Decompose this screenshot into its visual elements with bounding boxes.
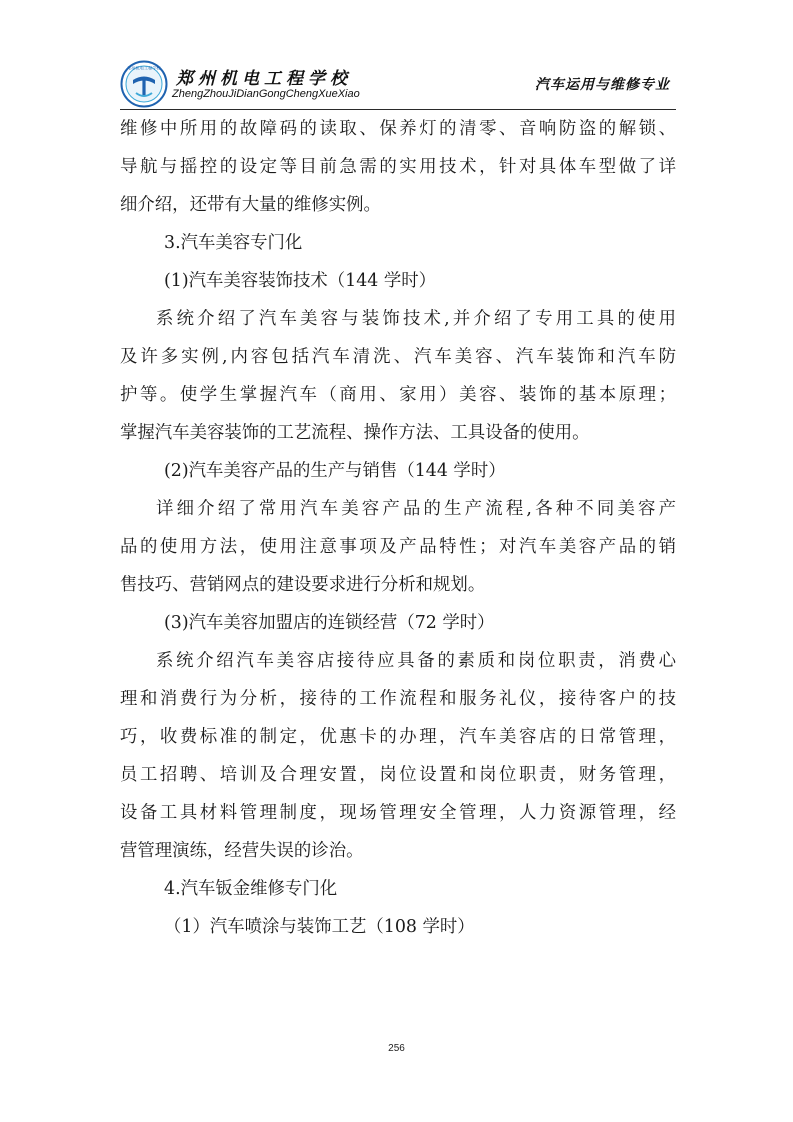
paragraph-line: 及许多实例,内容包括汽车清洗、汽车美容、汽车装饰和汽车防	[120, 347, 676, 367]
paragraph-line: 售技巧、营销网点的建设要求进行分析和规划。	[120, 575, 486, 595]
section-heading: (2)汽车美容产品的生产与销售（144 学时）	[164, 461, 506, 481]
school-name-en: ZhengZhouJiDianGongChengXueXiao	[172, 88, 360, 100]
section-heading: （1）汽车喷涂与装饰工艺（108 学时）	[164, 917, 475, 937]
paragraph-line: 理和消费行为分析，接待的工作流程和服务礼仪，接待客户的技	[120, 689, 676, 709]
paragraph-line: 系统介绍了汽车美容与装饰技术,并介绍了专用工具的使用	[156, 309, 676, 329]
major-name: 汽车运用与维修专业	[535, 77, 670, 93]
page-number: 256	[388, 1043, 405, 1054]
section-heading: (3)汽车美容加盟店的连锁经营（72 学时）	[164, 613, 495, 633]
paragraph-line: 详细介绍了常用汽车美容产品的生产流程,各种不同美容产	[156, 499, 676, 519]
section-heading: 4.汽车钣金维修专门化	[164, 879, 338, 899]
school-name-cn: 郑州机电工程学校	[176, 69, 352, 89]
paragraph-line: 系统介绍汽车美容店接待应具备的素质和岗位职责，消费心	[156, 651, 676, 671]
paragraph-line: 护等。使学生掌握汽车（商用、家用）美容、装饰的基本原理；	[120, 385, 676, 405]
paragraph-line: 营管理演练，经营失误的诊治。	[120, 841, 364, 861]
paragraph-line: 设备工具材料管理制度，现场管理安全管理，人力资源管理，经	[120, 803, 676, 823]
paragraph-line: 员工招聘、培训及合理安置，岗位设置和岗位职责，财务管理，	[120, 765, 676, 785]
page-header	[120, 58, 676, 110]
logo-ring-text: 郑州机电工程学校	[127, 65, 161, 71]
paragraph-line: 维修中所用的故障码的读取、保养灯的清零、音响防盗的解锁、	[120, 119, 676, 139]
section-heading: (1)汽车美容装饰技术（144 学时）	[164, 271, 437, 291]
document-body	[120, 110, 676, 946]
school-logo	[120, 60, 168, 108]
paragraph-line: 巧，收费标准的制定，优惠卡的办理，汽车美容店的日常管理，	[120, 727, 676, 747]
paragraph-line: 品的使用方法，使用注意事项及产品特性；对汽车美容产品的销	[120, 537, 676, 557]
section-heading: 3.汽车美容专门化	[164, 233, 303, 253]
paragraph-line: 导航与摇控的设定等目前急需的实用技术，针对具体车型做了详	[120, 157, 676, 177]
paragraph-line: 掌握汽车美容装饰的工艺流程、操作方法、工具设备的使用。	[120, 423, 590, 443]
paragraph-line: 细介绍，还带有大量的维修实例。	[120, 195, 381, 215]
